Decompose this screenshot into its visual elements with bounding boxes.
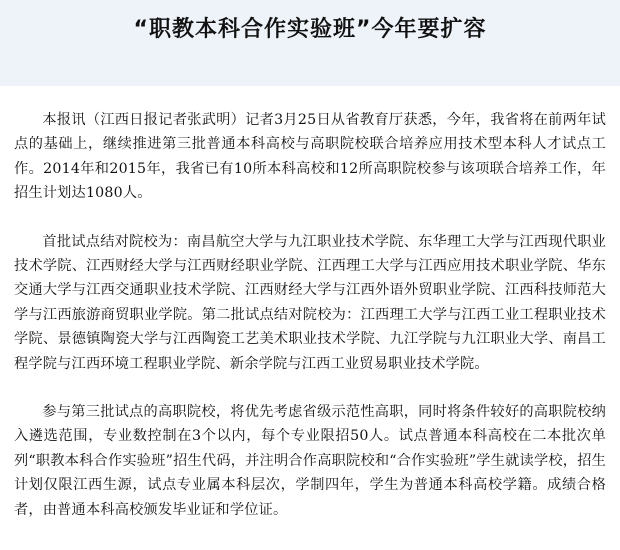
article-paragraph-2: 首批试点结对院校为：南昌航空大学与九江职业技术学院、东华理工大学与江西现代职业技术学院、江西财经大学与江西财经职业学院、江西理工大学与江西应用技术职业学院、华东交通大学与江西交通职业技术学院、江西财经大学与江西外语外贸职业学院、江西科技师范大学与江西旅游商贸职业学院。第二批试点结对院校为：江西理工大学与江西工业工程职业技术学院、景德镇陶瓷大学与江西陶瓷工艺美术职业技术学院、九江学院与九江职业大学、南昌工程学院与江西环境工程职业学院、新余学院与江西工业贸易职业技术学院。: [14, 233, 606, 372]
article-title: “职教本科合作实验班”今年要扩容: [133, 17, 487, 42]
article-header: [0, 0, 620, 86]
article-paragraph-3: 参与第三批试点的高职院校，将优先考虑省级示范性高职，同时将条件较好的高职院校纳入遴选范围，专业数控制在3个以内，每个专业限招50人。试点普通本科高校在二本批次单列“职教本科合作实验班”招生代码，并注明合作高职院校和“合作实验班”学生就读学校，招生计划仅限江西生源，试点专业属本科层次，学制四年，学生为普通本科高校学籍。成绩合格者，由普通本科高校颁发毕业证和学位证。: [14, 404, 606, 518]
article-paragraph-1: 本报讯（江西日报记者张武明）记者3月25日从省教育厅获悉，今年，我省将在前两年试点的基础上，继续推进第三批普通本科高校与高职院校联合培养应用技术型本科人才试点工作。2014年和2015年，我省已有10所本科高校和12所高职院校参与该项联合培养工作，年招生计划达1080人。: [14, 112, 606, 202]
article-body: [0, 86, 620, 522]
